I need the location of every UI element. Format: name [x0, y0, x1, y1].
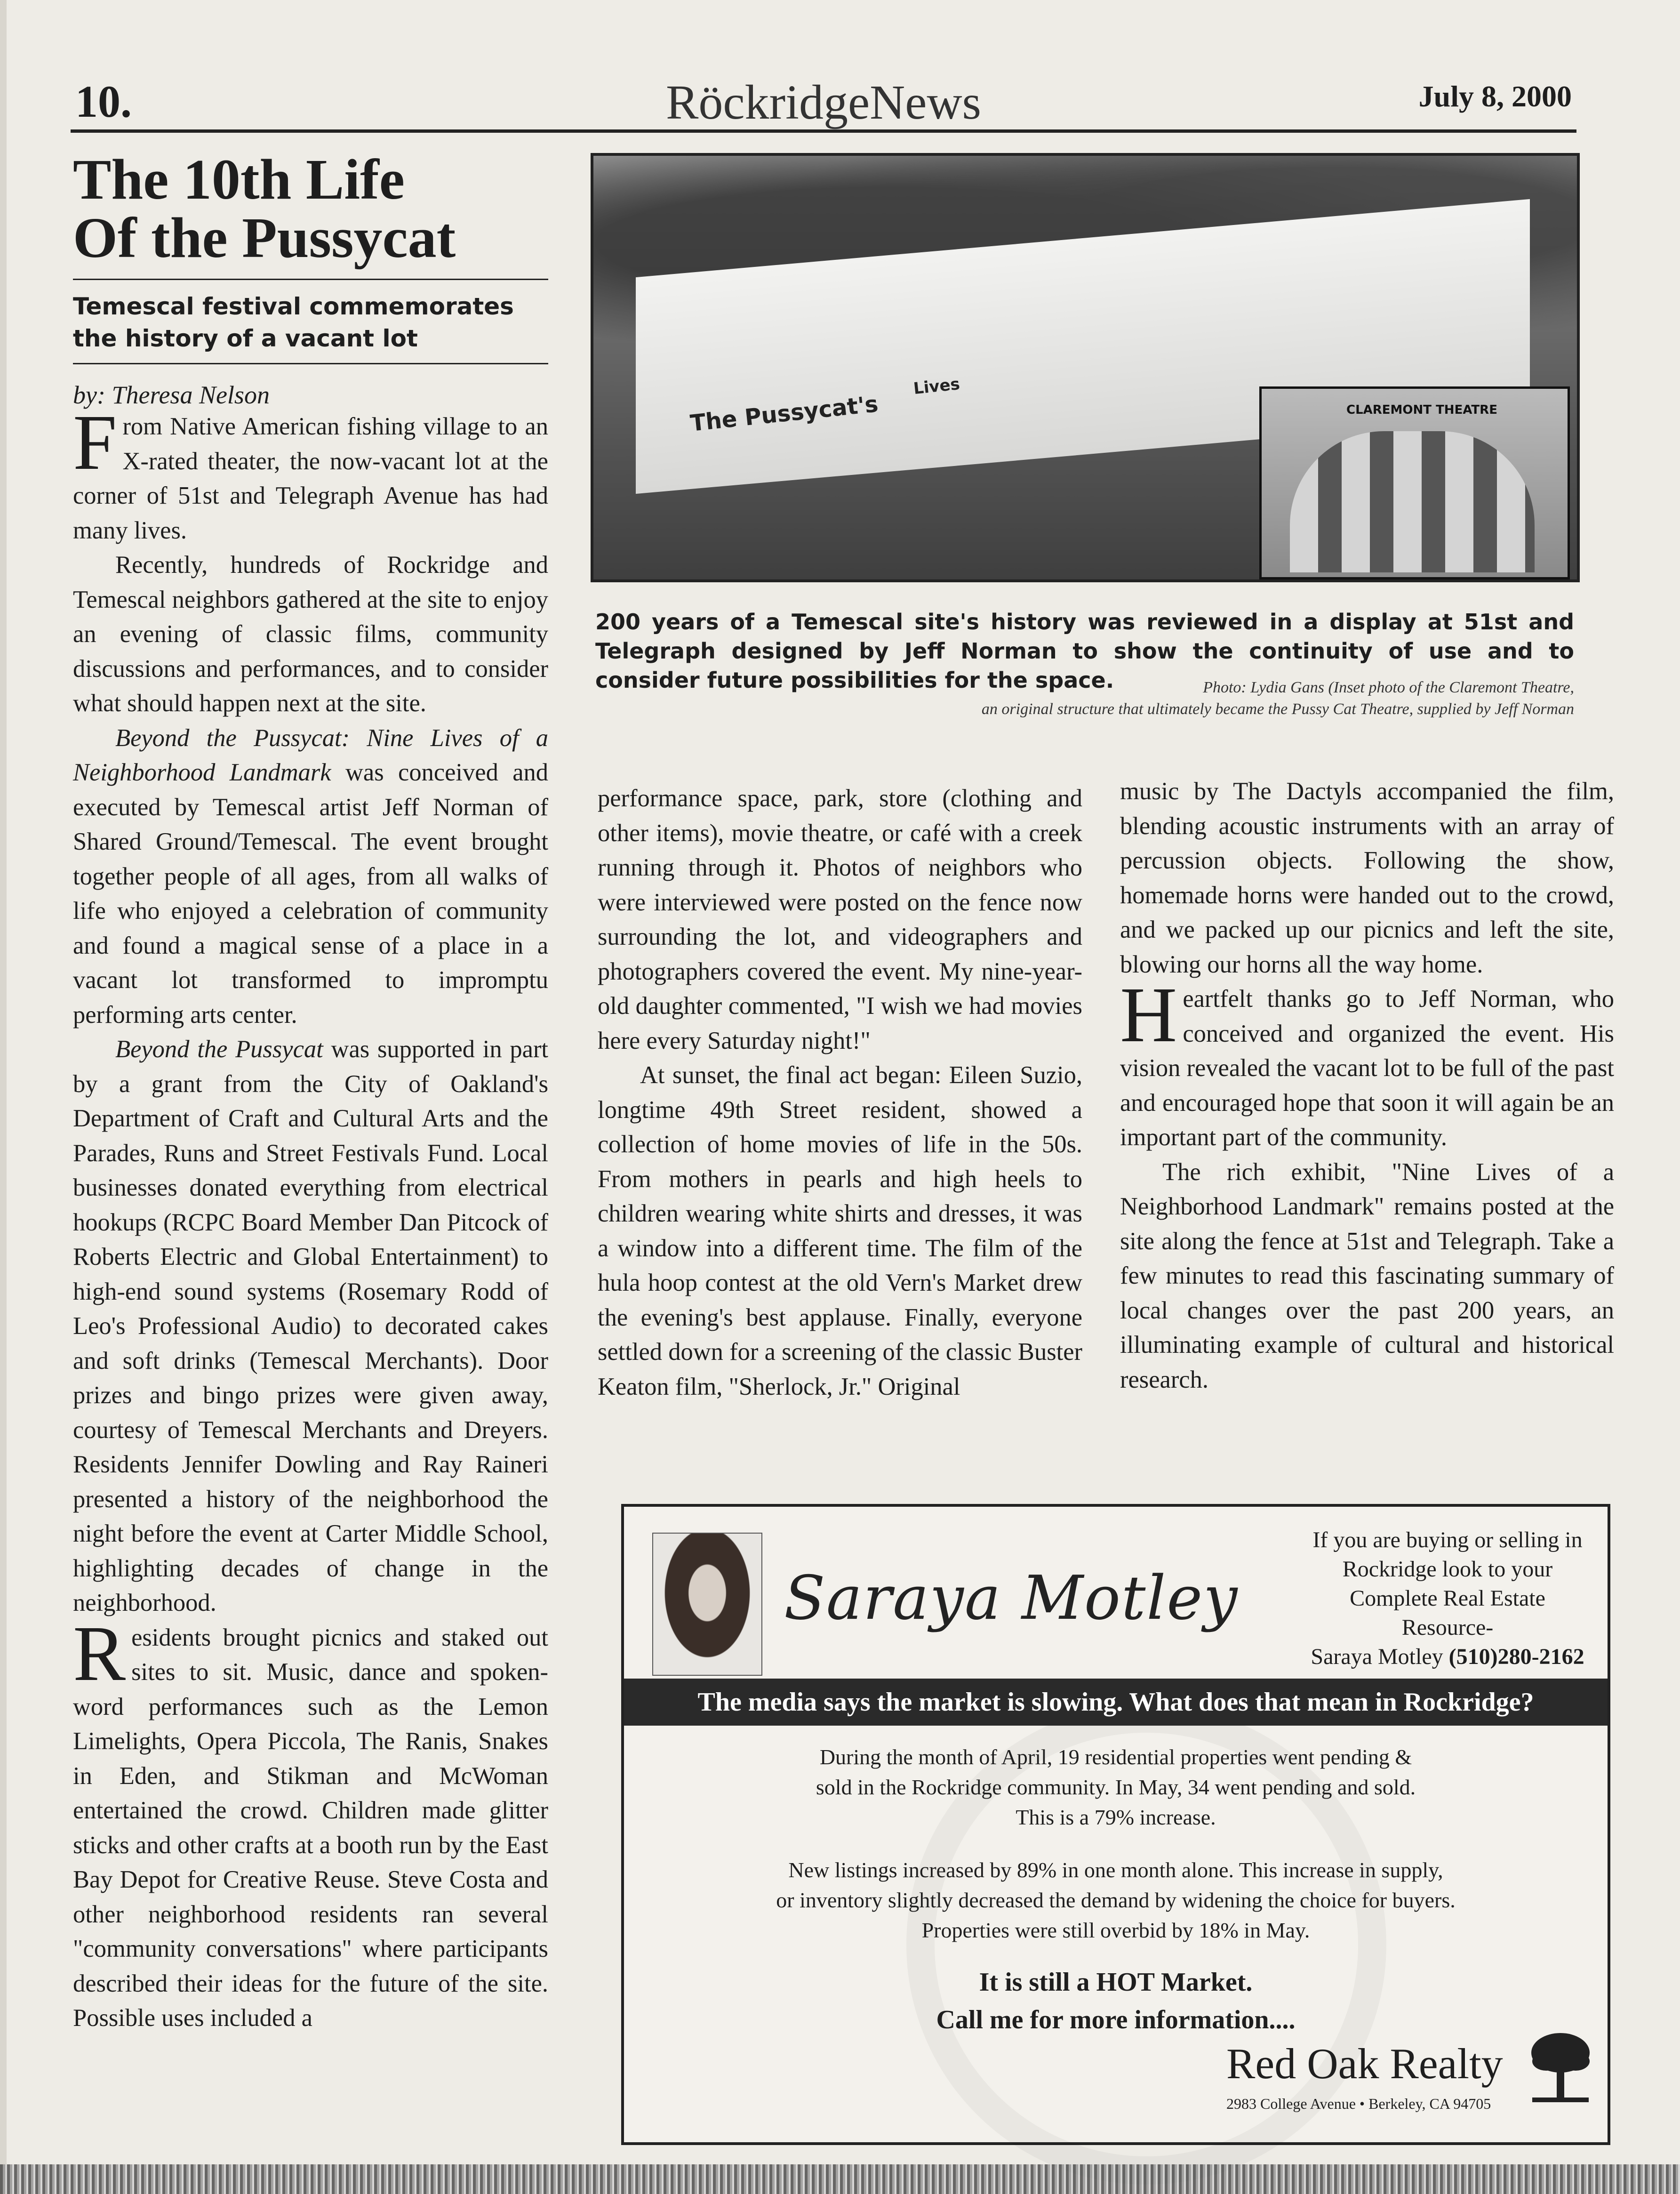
ad-hot-line: It is still a HOT Market. — [979, 1968, 1253, 1997]
article-middle-column — [598, 781, 1082, 1404]
drop-cap: H — [1120, 971, 1177, 1059]
subhead-line-1: Temescal festival commemorates — [73, 293, 514, 320]
article-body-left — [73, 399, 549, 2036]
ad-body-paragraph — [680, 1855, 1551, 1945]
agent-signature: Saraya Motley — [784, 1563, 1239, 1633]
fence-sign-text: The Pussycat's — [689, 391, 880, 437]
photo-credit-line-2: an original structure that ultimately became the Pussy Cat Theatre, supplied by Jeff Norman — [981, 700, 1574, 718]
realty-brand: Red Oak Realty — [1226, 2040, 1503, 2088]
paragraph-text: was supported in part by a grant from the City of Oakland's Department of Craft and Cultural Arts and the Parades, Runs and Street Festivals Fund. Local businesses donated everything from electrical hookups (RCPC Board Member Dan Pitcock of Roberts Electric and Global Entertainment) to high-end sound systems (Rosemary Rodd of Leo's Professional Audio) to decorated cakes and soft drinks (Temescal Merchants). Door prizes and bingo prizes were given away, courtesy of Temescal Merchants and Dreyers. Residents Jennifer Dowling and Ray Raineri presented a history of the neighborhood the night before the event at Carter Middle School, highlighting decades of change in the neighborhood. — [73, 1036, 549, 1616]
ad-body-paragraph — [680, 1742, 1551, 1832]
paragraph — [73, 1609, 548, 2036]
fence-sign-text-lives: Lives — [912, 374, 961, 399]
issue-date: July 8, 2000 — [1418, 80, 1572, 113]
article-right-column — [1120, 774, 1614, 1397]
ad-body-line: or inventory slightly decreased the demand by widening the choice for buyers. — [776, 1888, 1456, 1912]
paragraph-text: rom Native American fishing village to an X-rated theater, the now-vacant lot at the corner of 51st and Telegraph Avenue has had many lives. — [73, 413, 548, 544]
ad-body-line: New listings increased by 89% in one month alone. This increase in supply, — [788, 1858, 1443, 1882]
drop-cap: F — [73, 399, 117, 486]
subheadline — [73, 290, 548, 354]
page-edge — [0, 0, 7, 2194]
event-title: Beyond the Pussycat — [115, 1036, 323, 1063]
drop-cap: R — [73, 1609, 126, 1697]
paragraph: The rich exhibit, "Nine Lives of a Neighborhood Landmark" remains posted at the site along the fence at 51st and Telegraph. Take a few minutes to read this fascinating summary of local changes over the past 200 years, an illuminating example of cultural and historical research. — [1120, 1158, 1614, 1393]
headline — [73, 148, 548, 270]
masthead — [71, 66, 1576, 132]
fence-display-photo — [591, 153, 1580, 582]
subhead-rule — [73, 363, 548, 364]
agent-portrait — [652, 1533, 762, 1676]
event-title: Beyond the Pussycat: Nine Lives of a Neighborhood Landmark — [73, 724, 548, 786]
subhead-line-2: the history of a vacant lot — [73, 325, 418, 352]
theatre-sign: CLAREMONT THEATRE — [1346, 403, 1497, 417]
inset-theatre-photo — [1259, 386, 1570, 579]
ad-call-to-action — [680, 1963, 1551, 2039]
page-number: 10. — [75, 76, 132, 127]
paragraph: At sunset, the final act began: Eileen Suzio, longtime 49th Street resident, showed a collection of home movies of life in the 50s. From mothers in pearls and high heels to children wearing white shirts and dresses, it was a window into a different time. The film of the hula hoop contest at the old Vern's Market drew the evening's best applause. Finally, everyone settled down for a screening of the classic Buster Keaton film, "Sherlock, Jr." Original — [598, 1061, 1082, 1400]
ad-hot-line: Call me for more information.... — [936, 2005, 1296, 2034]
paragraph — [73, 721, 548, 1033]
theatre-facade — [1290, 431, 1535, 572]
article-left-column — [73, 148, 549, 2036]
ad-agent-name: Saraya Motley — [1311, 1644, 1449, 1669]
ad-phone: (510)280-2162 — [1448, 1644, 1584, 1669]
paragraph-text: esidents brought picnics and staked out sites to sit. Music, dance and spoken-word performances such as the Lemon Limelights, Opera Piccola, The Ranis, Snakes in Eden, and Stikman and McWoman entertained the crowd. Children made glitter sticks and other crafts at a booth run by the East Bay Depot for Creative Reuse. Steve Costa and other neighborhood residents ran several "community conversations" where participants described their ideas for the future of the site. Possible uses included a — [73, 1623, 548, 2032]
real-estate-ad — [621, 1504, 1610, 2145]
headline-line-1: The 10th Life — [73, 148, 405, 211]
ad-body-line: Properties were still overbid by 18% in May. — [921, 1918, 1310, 1942]
photo-credit — [595, 677, 1574, 720]
paragraph-text: was conceived and executed by Temescal artist Jeff Norman of Shared Ground/Temescal. The event brought together people of all ages, from all walks of life who enjoyed a celebration of community and found a magical sense of a place in a vacant lot transformed to impromptu performing arts center. — [73, 759, 549, 1029]
ad-body-line: sold in the Rockridge community. In May, 34 went pending and sold. — [816, 1775, 1416, 1799]
paragraph — [73, 1032, 548, 1621]
page-bottom-edge — [0, 2164, 1680, 2194]
paragraph: Recently, hundreds of Rockridge and Temescal neighbors gathered at the site to enjoy an evening of classic films, community discussions and performances, and to consider what should happen next at the site. — [73, 551, 548, 717]
oak-tree-icon — [1528, 2025, 1593, 2109]
ad-side-line: Rockridge look to your — [1342, 1557, 1553, 1582]
paragraph-text: eartfelt thanks go to Jeff Norman, who conceived and organized the event. His vision revealed the vacant lot to be full of the past and encouraged hope that soon it will again be an important part of the community. — [1120, 985, 1614, 1151]
ad-contact-block — [1302, 1526, 1593, 1672]
ad-side-line: If you are buying or selling in — [1312, 1527, 1583, 1552]
ad-side-line: Complete Real Estate Resource- — [1350, 1586, 1545, 1640]
newspaper-name: RöckridgeNews — [665, 75, 982, 129]
ad-body-line: During the month of April, 19 residential properties went pending & — [819, 1745, 1412, 1769]
paragraph: performance space, park, store (clothing and other items), movie theatre, or café with a creek running through it. Photos of neighbors who were interviewed were posted on the fence now surrounding the lot, and videographers and photographers covered the event. My nine-year-old daughter commented, "I wish we had movies here every Saturday night!" — [598, 785, 1082, 1054]
headline-rule — [73, 279, 548, 280]
paragraph — [1120, 971, 1614, 1155]
paragraph: music by The Dactyls accompanied the film, blending acoustic instruments with an array of percussion objects. Following the show, homemade horns were handed out to the crowd, and we packed up our picnics and left the site, blowing our horns all the way home. — [1120, 778, 1614, 978]
masthead-rule — [71, 129, 1576, 133]
ad-banner: The media says the market is slowing. What does that mean in Rockridge? — [624, 1679, 1608, 1726]
photo-caption: 200 years of a Temescal site's history was reviewed in a display at 51st and Telegraph designed by Jeff Norman to show the continuity of use and to consider future possibilities for the space. — [595, 609, 1574, 693]
realty-address: 2983 College Avenue • Berkeley, CA 94705 — [1226, 2095, 1491, 2112]
byline: by: Theresa Nelson — [73, 381, 270, 409]
ad-body-line: This is a 79% increase. — [1016, 1805, 1216, 1829]
photo-credit-line-1: Photo: Lydia Gans (Inset photo of the Claremont Theatre, — [1203, 679, 1574, 696]
headline-line-2: Of the Pussycat — [73, 206, 456, 270]
paragraph — [73, 399, 548, 548]
